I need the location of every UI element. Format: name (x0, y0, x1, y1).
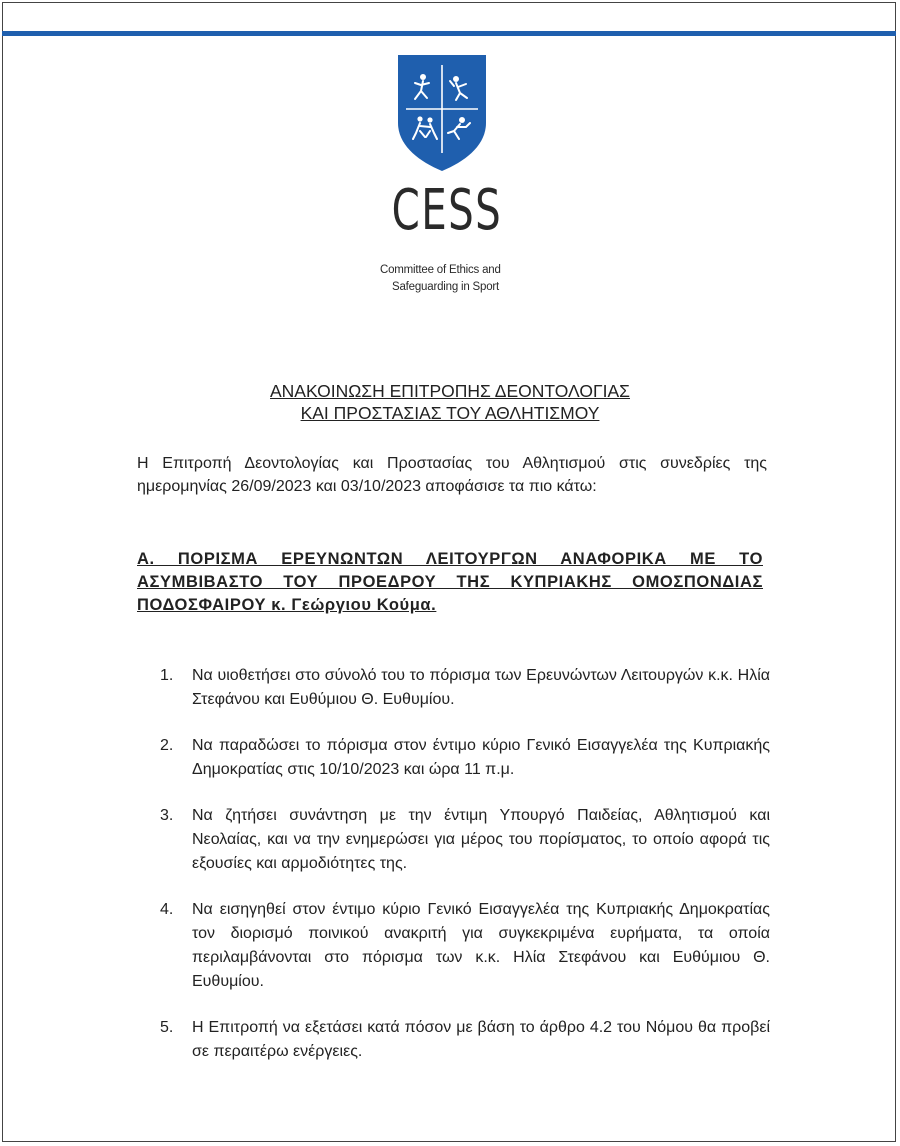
list-item-text: Να υιοθετήσει στο σύνολό του το πόρισμα των Ερευνώντων Λειτουργών κ.κ. Ηλία Στεφάνου και Ευθύμιου Θ. Ευθυμίου. (192, 667, 770, 708)
list-item (160, 734, 770, 782)
list-item (160, 898, 770, 994)
logo-subtitle (380, 262, 520, 296)
list-item-number: 5. (160, 1019, 174, 1036)
header-rule (2, 31, 896, 36)
decisions-list (160, 664, 770, 1086)
logo-wordmark: CESS (391, 178, 503, 243)
list-item-number: 2. (160, 737, 174, 754)
list-item (160, 804, 770, 876)
heading-line: ΚΑΙ ΠΡΟΣΤΑΣΙΑΣ ΤΟΥ ΑΘΛΗΤΙΣΜΟΥ (300, 403, 600, 423)
intro-paragraph: Η Επιτροπή Δεοντολογίας και Προστασίας του Αθλητισμού στις συνεδρίες της ημερομηνίας 26/09/2023 και 03/10/2023 αποφάσισε τα πιο κάτω: (137, 455, 767, 495)
section-title: Α. ΠΟΡΙΣΜΑ ΕΡΕΥΝΩΝΤΩΝ ΛΕΙΤΟΥΡΓΩΝ ΑΝΑΦΟΡΙΚΑ ΜΕ ΤΟ ΑΣΥΜΒΙΒΑΣΤΟ ΤΟΥ ΠΡΟΕΔΡΟΥ ΤΗΣ ΚΥΠΡΙΑΚΗΣ ΟΜΟΣΠΟΝΔΙΑΣ ΠΟΔΟΣΦΑΙΡΟΥ κ. Γεώργιου Κούμα. (137, 550, 763, 614)
announcement-heading (0, 380, 900, 424)
list-item-text: Να εισηγηθεί στον έντιμο κύριο Γενικό Εισαγγελέα της Κυπριακής Δημοκρατίας τον διορισμό ποινικού ανακριτή για συγκεκριμένα ευρήματα, τα οποία περιλαμβάνονται στο πόρισμα των κ.κ. Ηλία Στεφάνου και Ευθύμιου Θ. Ευθυμίου. (192, 901, 770, 990)
list-item-number: 1. (160, 667, 174, 684)
heading-line: ΑΝΑΚΟΙΝΩΣΗ ΕΠΙΤΡΟΠΗΣ ΔΕΟΝΤΟΛΟΓΙΑΣ (270, 381, 630, 401)
list-item-text: Η Επιτροπή να εξετάσει κατά πόσον με βάση το άρθρο 4.2 του Νόμου θα προβεί σε περαιτέρω ενέργειες. (192, 1019, 770, 1060)
list-item-number: 3. (160, 807, 174, 824)
list-item-text: Να παραδώσει το πόρισμα στον έντιμο κύριο Γενικό Εισαγγελέα της Κυπριακής Δημοκρατίας στις 10/10/2023 και ώρα 11 π.μ. (192, 737, 770, 778)
list-item-number: 4. (160, 901, 174, 918)
cess-shield-logo (396, 53, 488, 173)
logo-subtitle-line: Safeguarding in Sport (392, 281, 500, 293)
list-item-text: Να ζητήσει συνάντηση με την έντιμη Υπουργό Παιδείας, Αθλητισμού και Νεολαίας, και να την ενημερώσει για μέρος του πορίσματος, το οποίο αφορά τις εξουσίες και αρμοδιότητες της. (192, 807, 770, 872)
list-item (160, 1016, 770, 1064)
logo-subtitle-line: Committee of Ethics and (380, 264, 501, 276)
list-item (160, 664, 770, 712)
